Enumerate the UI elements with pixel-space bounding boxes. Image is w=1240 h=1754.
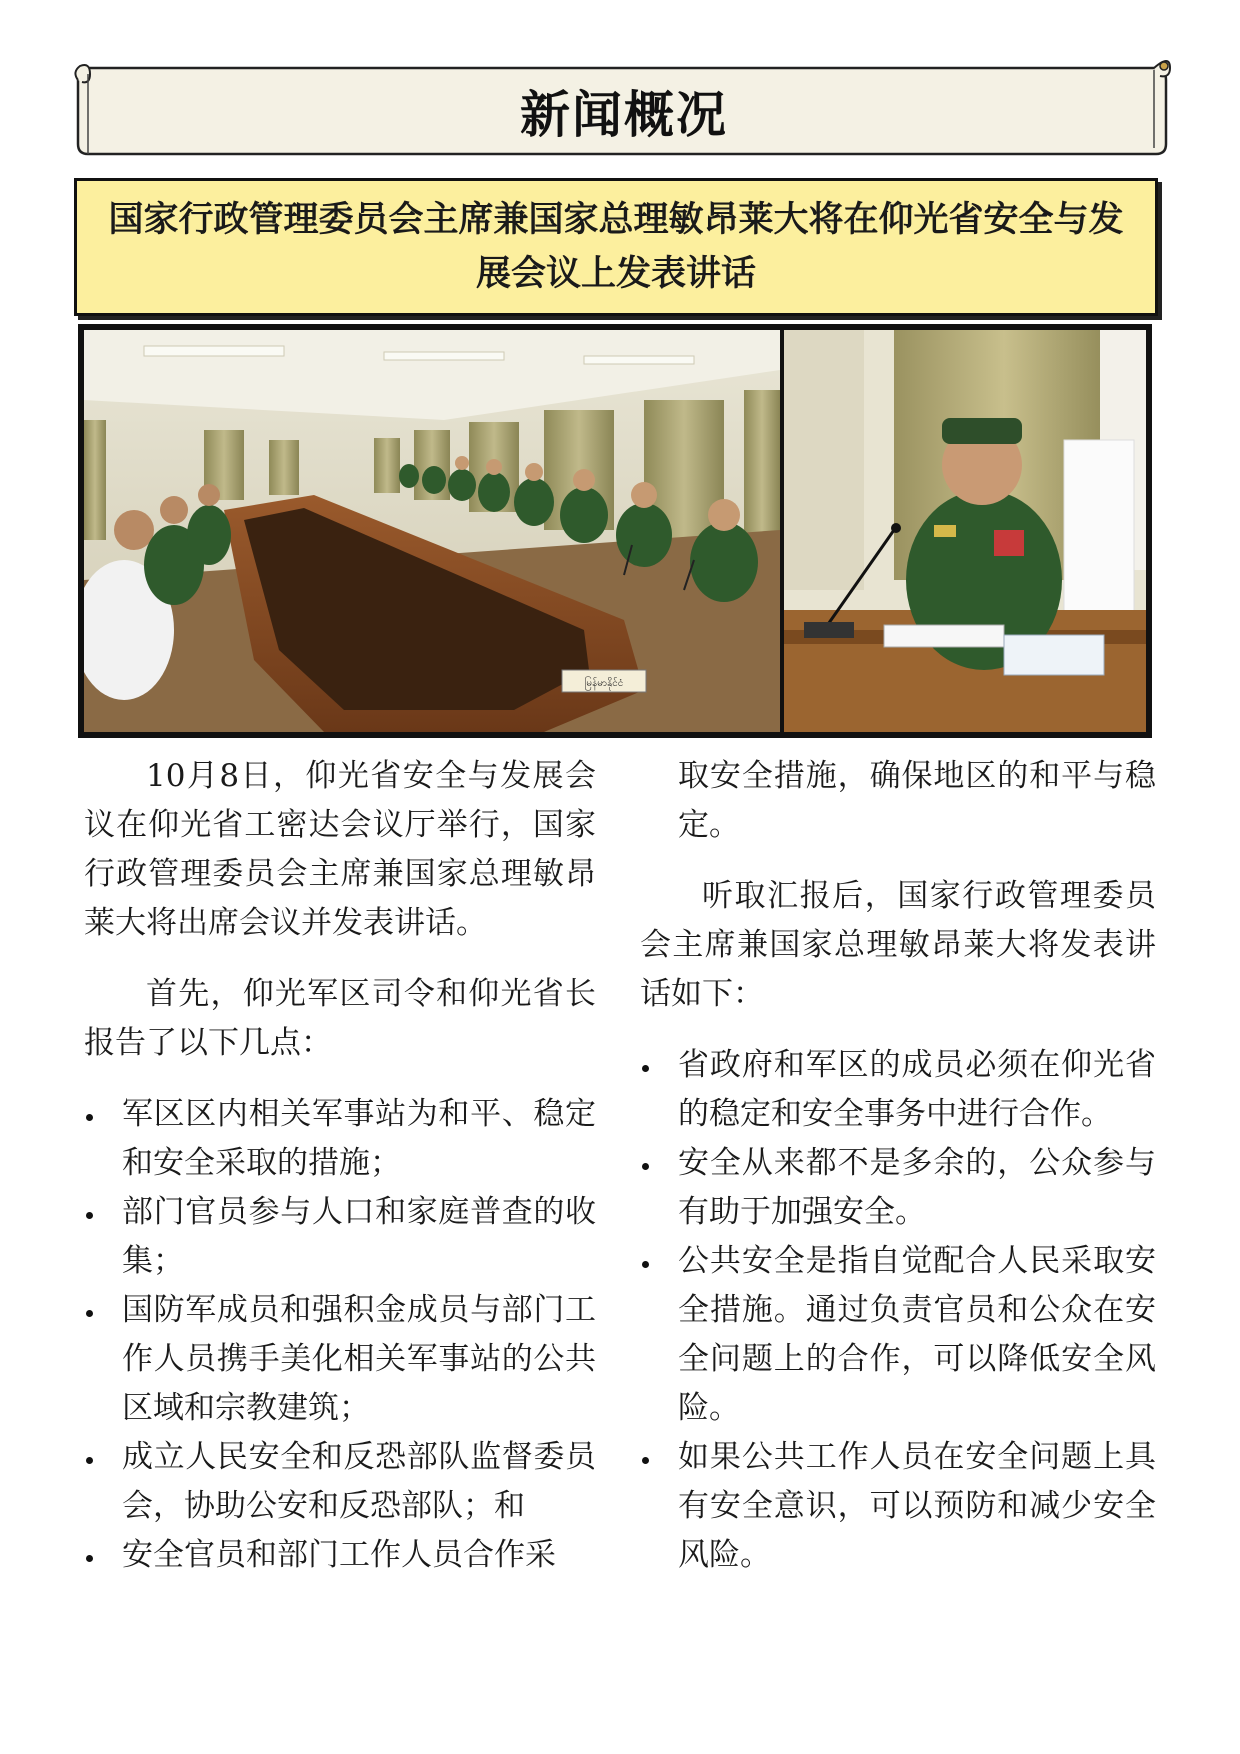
speaker-illustration (784, 330, 1146, 732)
list-item: 成立人民安全和反恐部队监督委员会，协助公安和反恐部队；和 (84, 1433, 596, 1531)
name-plate: မြန်မာနိုင်ငံ (584, 678, 624, 689)
banner-scroll (74, 60, 1174, 162)
list-item: 省政府和军区的成员必须在仰光省的稳定和安全事务中进行合作。 (640, 1041, 1156, 1139)
list-item: 公共安全是指自觉配合人民采取安全措施。通过负责官员和公众在安全问题上的合作，可以降低安全风险。 (640, 1237, 1156, 1433)
list-item: 国防军成员和强积金成员与部门工作人员携手美化相关军事站的公共区域和宗教建筑； (84, 1286, 596, 1433)
meeting-room-photo (84, 330, 780, 732)
article-column-left (84, 752, 596, 1580)
article-column-right (640, 752, 1156, 1580)
reports-list (84, 1090, 596, 1580)
list-item: 如果公共工作人员在安全问题上具有安全意识，可以预防和减少安全风险。 (640, 1433, 1156, 1580)
list-item: 部门官员参与人口和家庭普查的收集； (84, 1188, 596, 1286)
speech-intro: 听取汇报后，国家行政管理委员会主席兼国家总理敏昂莱大将发表讲话如下： (640, 878, 1156, 1012)
speech-list (640, 1041, 1156, 1580)
list-item: 军区区内相关军事站为和平、稳定和安全采取的措施； (84, 1090, 596, 1188)
headline: 国家行政管理委员会主席兼国家总理敏昂莱大将在仰光省安全与发展会议上发表讲话 (74, 178, 1158, 316)
banner-title: 新闻概况 (520, 86, 728, 144)
list-item: 安全从来都不是多余的，公众参与有助于加强安全。 (640, 1139, 1156, 1237)
meeting-room-illustration (84, 330, 780, 732)
list-item: 安全官员和部门工作人员合作采 (84, 1531, 596, 1580)
report-continuation: 取安全措施，确保地区的和平与稳定。 (678, 758, 1156, 843)
speaker-photo (784, 330, 1146, 732)
intro-paragraph: 10月8日，仰光省安全与发展会议在仰光省工密达会议厅举行，国家行政管理委员会主席兼国家总理敏昂莱大将出席会议并发表讲话。 (84, 758, 596, 941)
photo-panel (78, 324, 1152, 738)
reports-intro: 首先，仰光军区司令和仰光省长报告了以下几点： (84, 976, 596, 1061)
